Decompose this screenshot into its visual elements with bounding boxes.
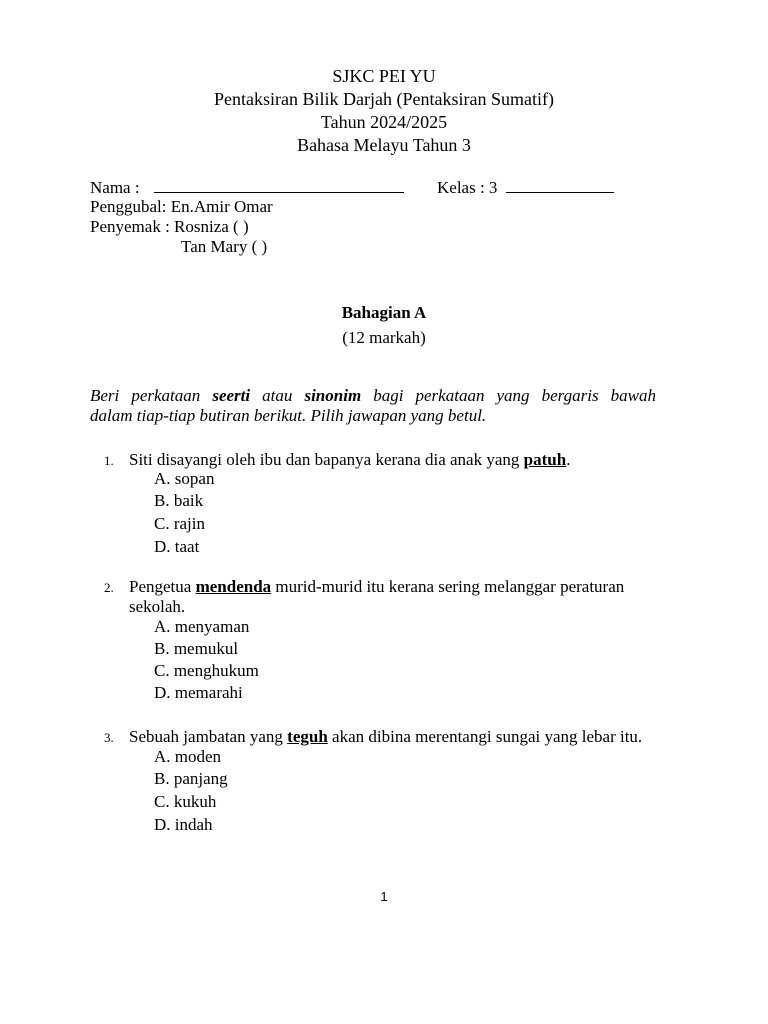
academic-year: Tahun 2024/2025 [320,112,448,132]
question-number: 2. [104,580,114,595]
question-keyword: patuh [523,450,567,469]
page-number: 1 [380,889,388,904]
section-marks: (12 markah) [342,328,426,347]
class-blank-line [506,176,614,193]
question-text-continued: sekolah. [129,597,186,616]
checker-line-2: Tan Mary ( ) [181,237,268,256]
class-row [437,176,614,199]
answer-option: A. sopan [154,469,215,488]
name-label: Nama : [90,178,140,197]
question-number: 1. [104,453,114,468]
answer-option: B. panjang [154,769,228,788]
answer-option: D. memarahi [154,683,243,702]
checker-line-1: Penyemak : Rosniza ( ) [90,217,249,236]
question-text: Pengetua mendenda murid-murid itu kerana sering melanggar peraturan [129,577,625,596]
answer-option: A. moden [154,747,222,766]
instruction-line-1: Beri perkataan seerti atau sinonim bagi perkataan yang bergaris bawah [90,386,656,405]
answer-option: D. indah [154,815,213,834]
question-text: Sebuah jambatan yang teguh akan dibina merentangi sungai yang lebar itu. [129,727,643,746]
question-keyword: teguh [287,727,328,746]
subject-title: Bahasa Melayu Tahun 3 [297,135,471,155]
answer-option: B. memukul [154,639,239,658]
answer-option: C. menghukum [154,661,259,680]
answer-option: C. kukuh [154,792,217,811]
question-keyword: mendenda [195,577,272,596]
school-name: SJKC PEI YU [332,66,436,86]
section-title: Bahagian A [341,303,427,322]
answer-option: A. menyaman [154,617,250,636]
assessment-title: Pentaksiran Bilik Darjah (Pentaksiran Sumatif) [214,89,554,109]
answer-option: B. baik [154,491,204,510]
keyword-seerti: seerti [212,386,251,405]
setter-line: Penggubal: En.Amir Omar [90,197,273,216]
name-blank-line [154,176,404,193]
question-text: Siti disayangi oleh ibu dan bapanya kerana dia anak yang patuh. [129,450,571,469]
class-label: Kelas : 3 [437,178,498,197]
instruction-line-2: dalam tiap-tiap butiran berikut. Pilih jawapan yang betul. [90,406,487,425]
question-number: 3. [104,730,114,745]
answer-option: D. taat [154,537,200,556]
answer-option: C. rajin [154,514,205,533]
keyword-sinonim: sinonim [304,386,362,405]
